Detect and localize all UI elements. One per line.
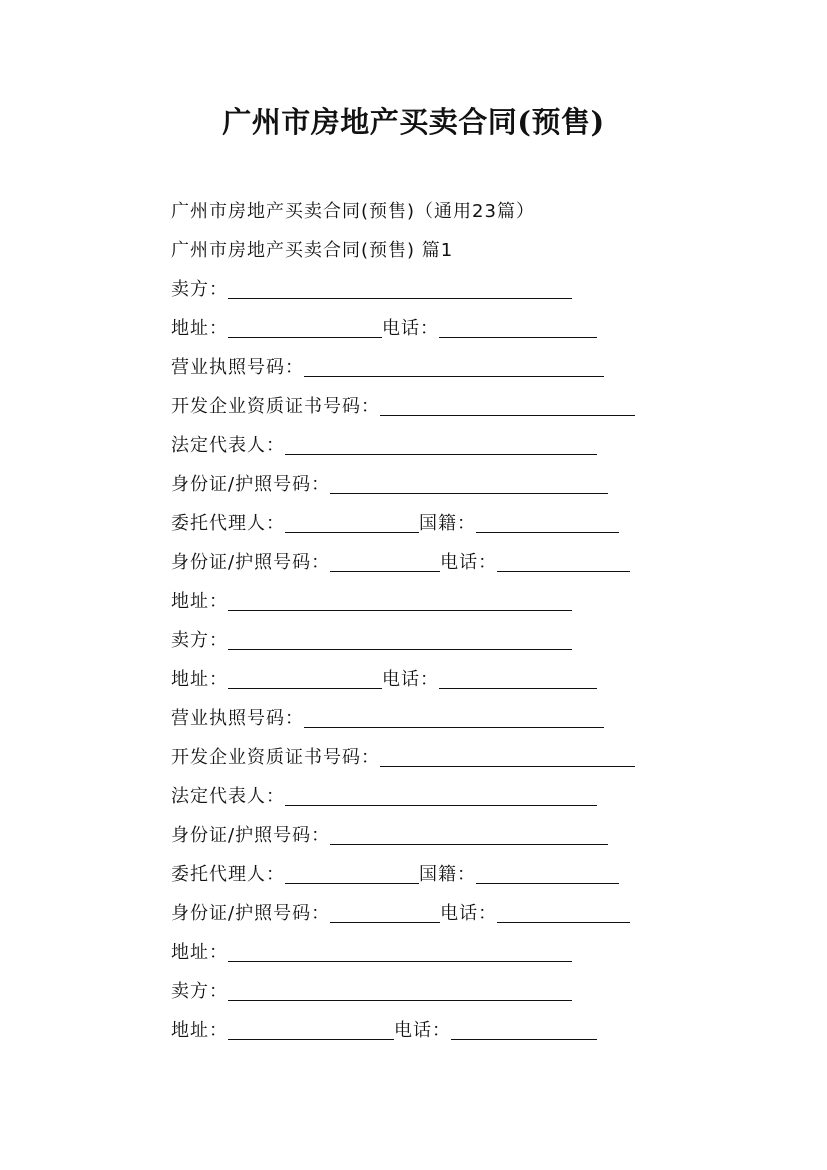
license-label: 营业执照号码： bbox=[171, 708, 304, 729]
seller-line bbox=[171, 972, 731, 1011]
seller-line bbox=[171, 270, 731, 309]
dev-cert-field[interactable] bbox=[380, 399, 635, 416]
document-title: 广州市房地产买卖合同(预售) bbox=[222, 105, 605, 139]
seller-field[interactable] bbox=[228, 282, 572, 299]
phone-label: 电话： bbox=[382, 669, 439, 690]
legal-rep-line bbox=[171, 777, 731, 816]
legal-rep-label: 法定代表人： bbox=[171, 786, 285, 807]
legal-rep-field[interactable] bbox=[285, 438, 597, 455]
chapter-line bbox=[171, 231, 731, 270]
agent-label: 委托代理人： bbox=[171, 864, 285, 885]
agent-address-line bbox=[171, 582, 731, 621]
phone-label: 电话： bbox=[394, 1020, 451, 1041]
agent-address-label: 地址： bbox=[171, 942, 228, 963]
id-line bbox=[171, 465, 731, 504]
seller-line bbox=[171, 621, 731, 660]
legal-rep-field[interactable] bbox=[285, 789, 597, 806]
nationality-label: 国籍： bbox=[419, 513, 476, 534]
dev-cert-line bbox=[171, 738, 731, 777]
agent-id-phone-line bbox=[171, 894, 731, 933]
seller-label: 卖方： bbox=[171, 981, 228, 1002]
address-phone-line bbox=[171, 309, 731, 348]
address-phone-line bbox=[171, 1011, 731, 1050]
agent-nationality-line bbox=[171, 504, 731, 543]
nationality-field[interactable] bbox=[476, 516, 619, 533]
legal-rep-label: 法定代表人： bbox=[171, 435, 285, 456]
id-line bbox=[171, 816, 731, 855]
license-line bbox=[171, 348, 731, 387]
dev-cert-label: 开发企业资质证书号码： bbox=[171, 747, 380, 768]
document-body bbox=[171, 192, 731, 1050]
license-line bbox=[171, 699, 731, 738]
seller-label: 卖方： bbox=[171, 630, 228, 651]
address-phone-line bbox=[171, 660, 731, 699]
address-label: 地址： bbox=[171, 1020, 228, 1041]
seller-field[interactable] bbox=[228, 633, 572, 650]
address-label: 地址： bbox=[171, 669, 228, 690]
agent-field[interactable] bbox=[285, 867, 419, 884]
phone-field[interactable] bbox=[439, 321, 597, 338]
agent-phone-field[interactable] bbox=[497, 906, 630, 923]
agent-address-line bbox=[171, 933, 731, 972]
chapter-heading: 广州市房地产买卖合同(预售) 篇1 bbox=[171, 240, 454, 261]
dev-cert-field[interactable] bbox=[380, 750, 635, 767]
agent-address-field[interactable] bbox=[228, 945, 572, 962]
agent-id-field[interactable] bbox=[330, 555, 440, 572]
agent-phone-label: 电话： bbox=[440, 552, 498, 573]
phone-field[interactable] bbox=[439, 672, 597, 689]
legal-rep-line bbox=[171, 426, 731, 465]
agent-label: 委托代理人： bbox=[171, 513, 285, 534]
nationality-field[interactable] bbox=[476, 867, 619, 884]
agent-id-label: 身份证/护照号码： bbox=[171, 903, 331, 924]
id-field[interactable] bbox=[330, 828, 608, 845]
license-field[interactable] bbox=[304, 711, 604, 728]
agent-field[interactable] bbox=[285, 516, 419, 533]
address-field[interactable] bbox=[228, 672, 382, 689]
id-field[interactable] bbox=[330, 477, 608, 494]
address-field[interactable] bbox=[228, 1023, 394, 1040]
agent-phone-field[interactable] bbox=[497, 555, 630, 572]
agent-address-label: 地址： bbox=[171, 591, 228, 612]
dev-cert-line bbox=[171, 387, 731, 426]
agent-address-field[interactable] bbox=[228, 594, 572, 611]
address-label: 地址： bbox=[171, 318, 228, 339]
agent-nationality-line bbox=[171, 855, 731, 894]
seller-field[interactable] bbox=[228, 984, 572, 1001]
seller-label: 卖方： bbox=[171, 279, 228, 300]
license-field[interactable] bbox=[304, 360, 604, 377]
dev-cert-label: 开发企业资质证书号码： bbox=[171, 396, 380, 417]
subtitle-line bbox=[171, 192, 731, 231]
nationality-label: 国籍： bbox=[419, 864, 476, 885]
id-label: 身份证/护照号码： bbox=[171, 825, 331, 846]
id-label: 身份证/护照号码： bbox=[171, 474, 331, 495]
agent-id-label: 身份证/护照号码： bbox=[171, 552, 331, 573]
agent-id-field[interactable] bbox=[330, 906, 440, 923]
agent-phone-label: 电话： bbox=[440, 903, 498, 924]
document-subtitle: 广州市房地产买卖合同(预售)（通用23篇） bbox=[171, 201, 535, 222]
license-label: 营业执照号码： bbox=[171, 357, 304, 378]
phone-label: 电话： bbox=[382, 318, 439, 339]
agent-id-phone-line bbox=[171, 543, 731, 582]
phone-field[interactable] bbox=[451, 1023, 597, 1040]
address-field[interactable] bbox=[228, 321, 382, 338]
